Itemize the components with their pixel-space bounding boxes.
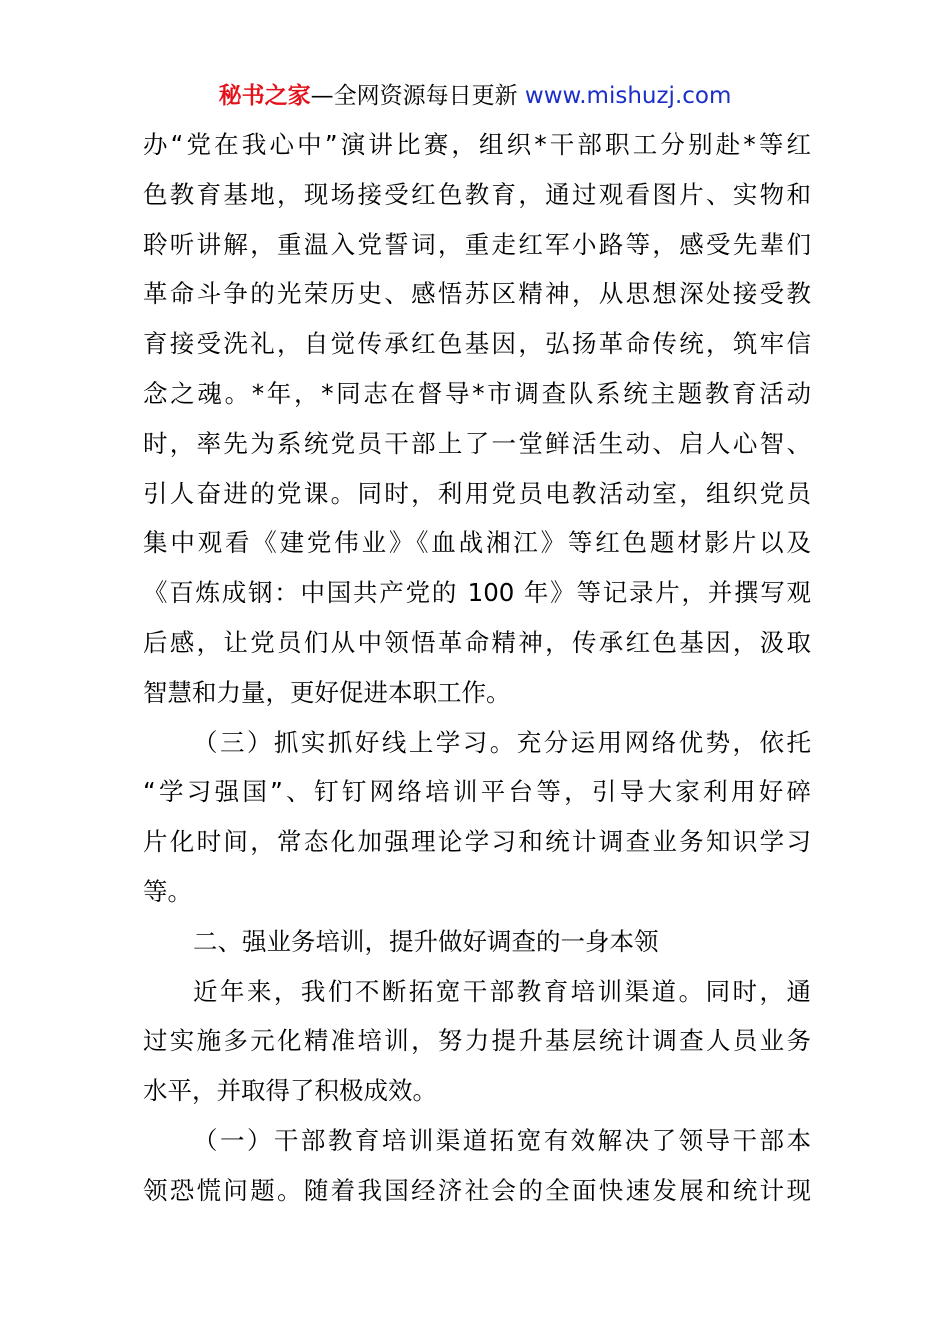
text-line: “学习强国”、钉钉网络培训平台等，引导大家利用好碎 <box>143 777 811 807</box>
text-line: 集中观看《建党伟业》《血战湘江》等红色题材影片以及 <box>143 528 811 558</box>
text-line: 念之魂。*年，*同志在督导*市调查队系统主题教育活动 <box>143 378 811 408</box>
text-line: 聆听讲解，重温入党誓词，重走红军小路等，感受先辈们 <box>143 229 811 259</box>
text-line: （一）干部教育培训渠道拓宽有效解决了领导干部本 <box>193 1125 811 1155</box>
text-line: 水平，并取得了积极成效。 <box>143 1076 437 1106</box>
text-line: 后感，让党员们从中领悟革命精神，传承红色基因，汲取 <box>143 627 811 657</box>
text-line: 革命斗争的光荣历史、感悟苏区精神，从思想深处接受教 <box>143 279 811 309</box>
text-line: 《百炼成钢：中国共产党的 100 年》等记录片，并撰写观 <box>143 578 811 608</box>
section-heading: 二、强业务培训，提升做好调查的一身本领 <box>193 926 659 956</box>
brand-name: 秘书之家 <box>218 83 311 109</box>
page-header <box>0 80 950 112</box>
text-line: 育接受洗礼，自觉传承红色基因，弘扬革命传统，筑牢信 <box>143 329 811 359</box>
text-line: 近年来，我们不断拓宽干部教育培训渠道。同时，通 <box>193 976 811 1006</box>
text-line: 时，率先为系统党员干部上了一堂鲜活生动、启人心智、 <box>143 428 811 458</box>
text-line: 引人奋进的党课。同时，利用党员电教活动室，组织党员 <box>143 478 811 508</box>
text-line: 等。 <box>143 876 192 906</box>
header-url[interactable]: www.mishuzj.com <box>524 83 732 109</box>
text-line: （三）抓实抓好线上学习。充分运用网络优势，依托 <box>193 727 811 757</box>
text-line: 办“党在我心中”演讲比赛，组织*干部职工分别赴*等红 <box>143 130 811 159</box>
text-line: 领恐慌问题。随着我国经济社会的全面快速发展和统计现 <box>143 1175 811 1205</box>
text-line: 色教育基地，现场接受红色教育，通过观看图片、实物和 <box>143 179 811 209</box>
header-tagline: —全网资源每日更新 <box>310 83 518 109</box>
text-line: 过实施多元化精准培训，努力提升基层统计调查人员业务 <box>143 1026 811 1056</box>
text-line: 智慧和力量，更好促进本职工作。 <box>143 677 511 707</box>
body-text <box>143 120 811 1216</box>
text-line: 片化时间，常态化加强理论学习和统计调查业务知识学习 <box>143 827 811 857</box>
